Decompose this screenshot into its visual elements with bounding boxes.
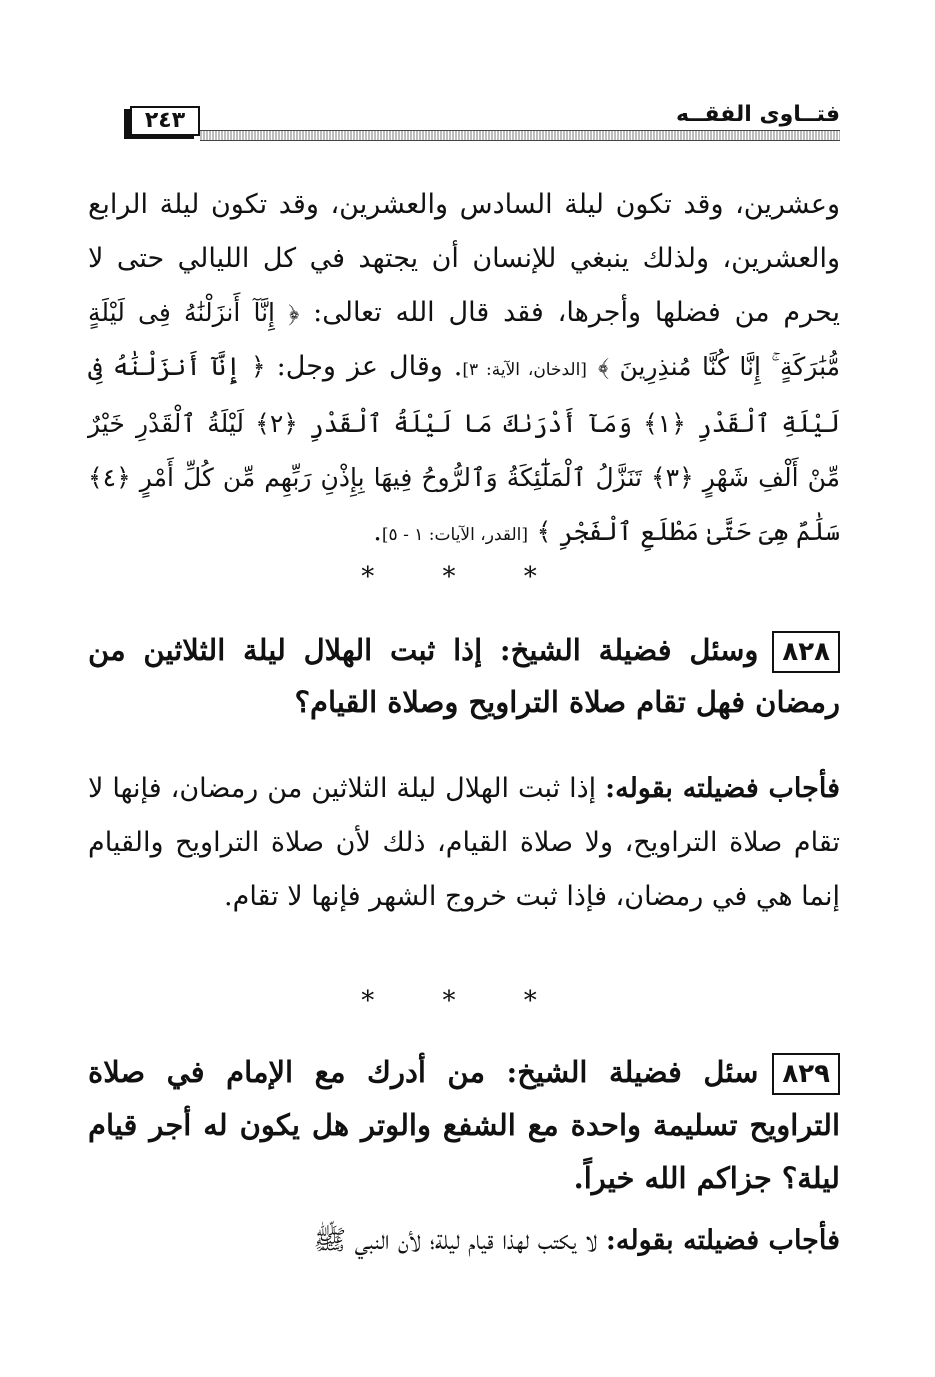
running-title: فتــاوى الفقــه	[668, 100, 840, 130]
quran-verse: ﴿ إِنَّآ أَنزَلْنَٰهُ فِى لَيْلَةٍ مُّبَٰرَكَةٍ ۚ إِنَّا كُنَّا مُنذِرِينَ ﴾	[88, 298, 841, 381]
question-829	[88, 1046, 840, 1205]
page-header	[88, 100, 840, 144]
verse-reference: [القدر، الآيات: ١ - ٥]	[381, 525, 528, 545]
answer-text: لا يكتب لهذا قيام ليلة؛ لأن النبي ﷺ	[313, 1225, 606, 1256]
answer-829	[88, 1214, 840, 1268]
quran-verse: ﴿ إِنَّآ أَنزَلْنَٰهُ فِى لَيْلَةِ ٱلْقَدْرِ ﴿١﴾ وَمَآ أَدْرَىٰكَ مَا لَيْلَةُ ٱلْقَدْرِ ﴿٢﴾ لَيْلَةُ ٱلْقَدْرِ خَيْرٌ مِّنْ أَلْفِ شَهْرٍ ﴿٣﴾ تَنَزَّلُ ٱلْمَلَٰٓئِكَةُ وَٱلرُّوحُ فِيهَا بِإِذْنِ رَبِّهِم مِّن كُلِّ أَمْرٍ ﴿٤﴾ سَلَٰمٌ هِىَ حَتَّىٰ مَطْلَعِ ٱلْفَجْرِ ﴾	[88, 352, 840, 546]
section-separator: * * *	[361, 986, 567, 1016]
verse-reference: [الدخان، الآية: ٣]	[462, 360, 587, 380]
answer-828	[88, 762, 840, 924]
page-number: ٢٤٣	[130, 106, 200, 136]
question-text: سئل فضيلة الشيخ: من أدرك مع الإمام في صلاة التراويح تسليمة واحدة مع الشفع والوتر هل يكون له أجر قيام ليلة؟ جزاكم الله خيراً.	[88, 1055, 840, 1195]
header-rule	[200, 130, 840, 141]
passage-text: وعشرين، وقد تكون ليلة السادس والعشرين، وقد تكون ليلة الرابع والعشرين، ولذلك ينبغي للإنسان أن يجتهد في كل الليالي حتى لا يحرم من فضلها وأجرها، فقد قال الله تعالى:	[88, 189, 840, 328]
answer-text: إذا ثبت الهلال ليلة الثلاثين من رمضان، فإنها لا تقام صلاة التراويح، ولا صلاة القيام، ذلك لأن صلاة التراويح والقيام إنما هي في رمضان، فإذا ثبت خروج الشهر فإنها لا تقام.	[88, 773, 840, 912]
answer-lead: فأجاب فضيلته بقوله:	[605, 773, 840, 804]
question-text: وسئل فضيلة الشيخ: إذا ثبت الهلال ليلة الثلاثين من رمضان فهل تقام صلاة التراويح وصلاة القيام؟	[88, 633, 840, 719]
question-828	[88, 624, 840, 728]
answer-lead: فأجاب فضيلته بقوله:	[605, 1225, 840, 1256]
question-number: ٨٢٨	[772, 631, 840, 673]
question-number: ٨٢٩	[772, 1053, 840, 1095]
passage-continuation	[88, 178, 840, 562]
passage-text: . وقال عز وجل:	[265, 351, 463, 382]
section-separator: * * *	[361, 562, 567, 592]
passage-text: .	[373, 516, 382, 547]
